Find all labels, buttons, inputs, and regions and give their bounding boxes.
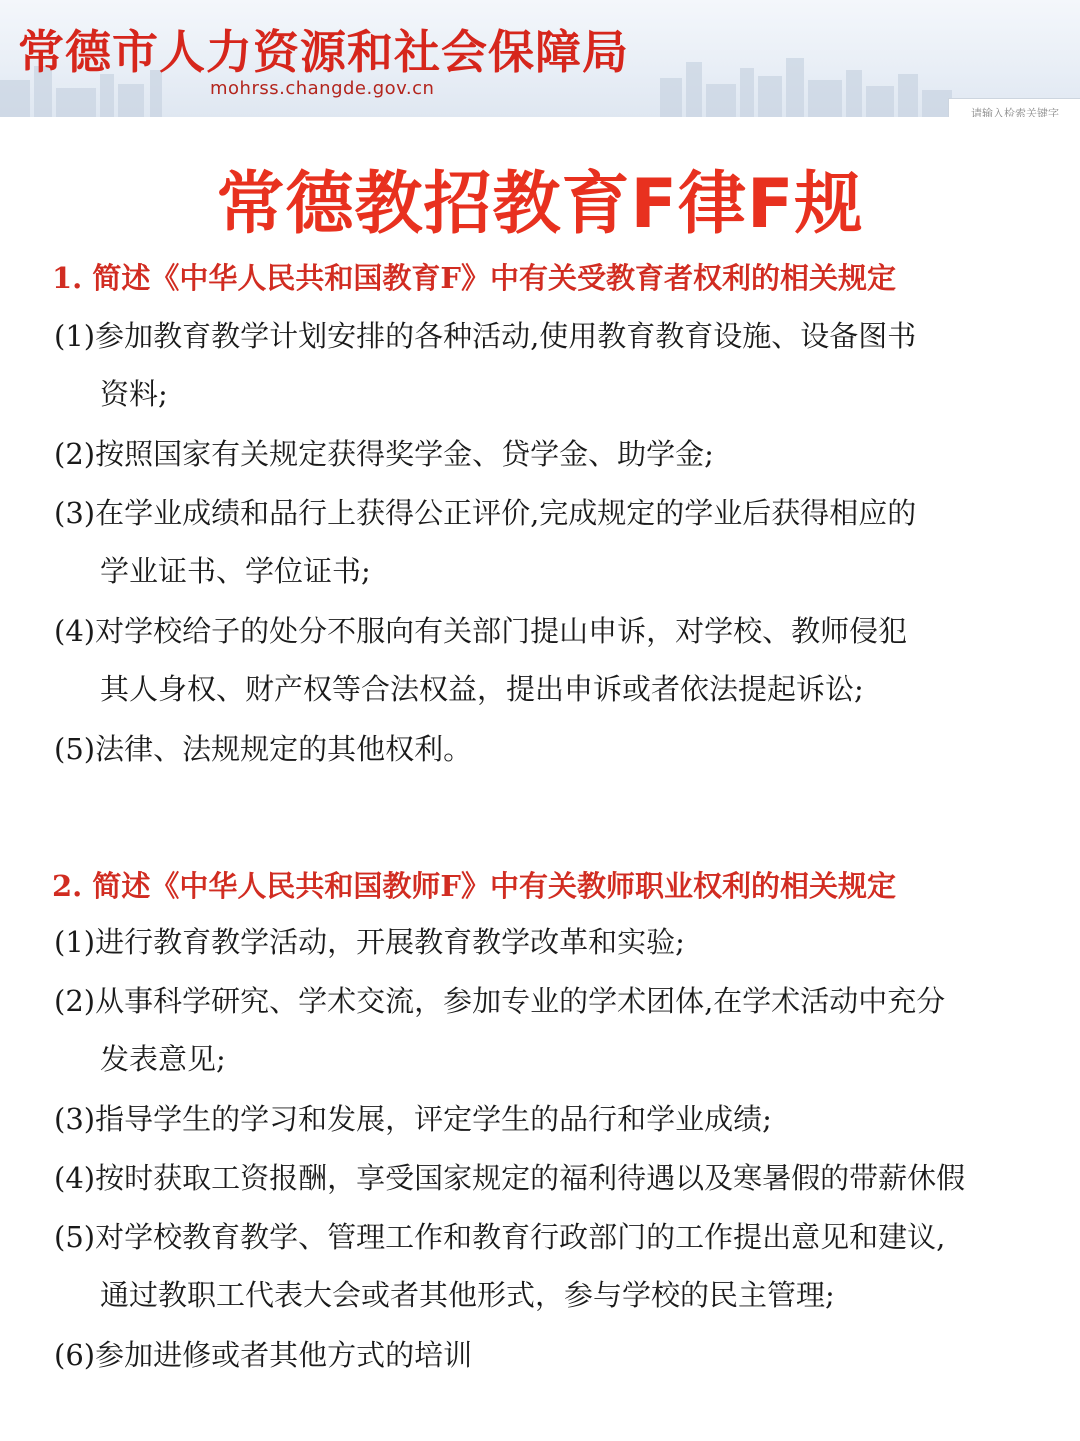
page-title: 常德教招教育F律F规 xyxy=(216,165,864,244)
section-1-item-1 xyxy=(54,307,1064,423)
item-text: (4)对学校给子的处分不服向有关部门提山申诉，对学校、教师侵犯 xyxy=(54,614,908,648)
section-1-item-5 xyxy=(54,720,1064,778)
item-text: (2)按照国家有关规定获得奖学金、贷学金、助学金; xyxy=(54,437,714,471)
item-text: (1)进行教育教学活动，开展教育教学改革和实验; xyxy=(54,925,685,959)
section-2-item-4 xyxy=(54,1149,1064,1207)
item-text: (4)按时获取工资报酬，享受国家规定的福利待遇以及寒暑假的带薪休假 xyxy=(54,1161,966,1195)
section-2-heading: 2. 简述《中华人民共和国教师F》中有关教师职业权利的相关规定 xyxy=(52,869,896,903)
search-input[interactable]: 请输入检索关键字 xyxy=(948,98,1080,117)
section-1-heading: 1. 简述《中华人民共和国教育F》中有关受教育者权利的相关规定 xyxy=(52,261,896,295)
section-1-item-4 xyxy=(54,602,1064,718)
item-text: (3)在学业成绩和品行上获得公正评价,完成规定的学业后获得相应的 xyxy=(54,496,917,530)
section-1-item-2 xyxy=(54,425,1064,483)
site-url[interactable]: mohrss.changde.gov.cn xyxy=(210,78,435,99)
organization-name[interactable]: 常德市人力资源和社会保障局 xyxy=(18,25,629,79)
item-text-continued: 学业证书、学位证书; xyxy=(100,554,371,588)
section-2-item-2 xyxy=(54,972,1064,1088)
item-text: (3)指导学生的学习和发展，评定学生的品行和学业成绩; xyxy=(54,1102,772,1136)
item-text-continued: 通过教职工代表大会或者其他形式，参与学校的民主管理; xyxy=(100,1278,835,1312)
section-2-item-6 xyxy=(54,1326,1064,1384)
item-text: (5)法律、法规规定的其他权利。 xyxy=(54,732,473,766)
section-2-item-3 xyxy=(54,1090,1064,1148)
item-text-continued: 发表意见; xyxy=(100,1042,226,1076)
item-text-continued: 资料; xyxy=(100,377,168,411)
item-text: (6)参加进修或者其他方式的培训 xyxy=(54,1338,473,1372)
section-1-item-3 xyxy=(54,484,1064,600)
item-text: (2)从事科学研究、学术交流，参加专业的学术团体,在学术活动中充分 xyxy=(54,984,946,1018)
section-2-item-5 xyxy=(54,1208,1064,1324)
item-text: (1)参加教育教学计划安排的各种活动,使用教育教育设施、设备图书 xyxy=(54,319,917,353)
section-2-item-1 xyxy=(54,913,1064,971)
item-text-continued: 其人身权、财产权等合法权益，提出申诉或者依法提起诉讼; xyxy=(100,672,864,706)
site-header-banner xyxy=(0,0,1080,117)
item-text: (5)对学校教育教学、管理工作和教育行政部门的工作提出意见和建议, xyxy=(54,1220,946,1254)
